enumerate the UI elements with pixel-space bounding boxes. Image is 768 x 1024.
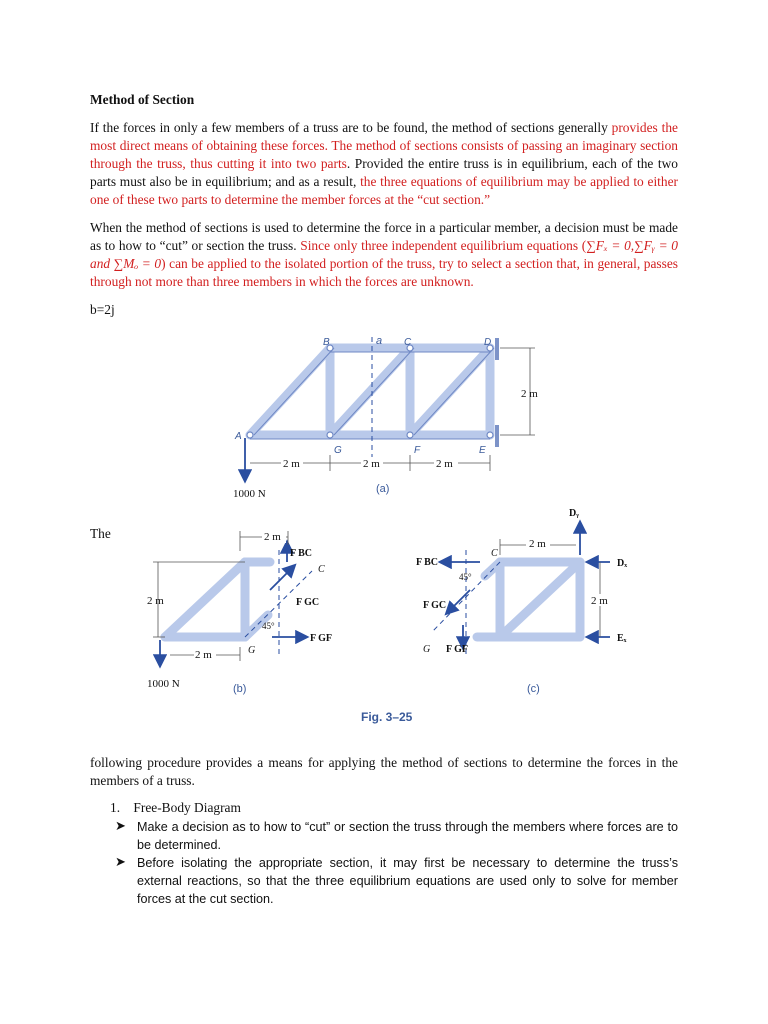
label-c: (c): [527, 683, 540, 695]
label-a: (a): [376, 483, 390, 495]
dim-c-top: 2 m: [529, 538, 546, 550]
member-joint-equation: b=2j: [90, 302, 115, 317]
force-b-fbc: F BC: [290, 548, 313, 559]
node-a: A: [235, 431, 242, 442]
angle-c: 45°: [459, 572, 472, 582]
dim-a-1: 2 m: [283, 458, 300, 470]
p1-text-b: . Provided the entire truss is in equilibrium, each of the two parts must also be in equilibrium; and as a result,: [90, 156, 679, 189]
load-a: 1000 N: [233, 488, 266, 500]
reaction-dx: Dₓ: [617, 558, 628, 569]
truss-a: [233, 335, 538, 500]
force-c-fbc: F BC: [416, 557, 439, 568]
dangling-word: The: [90, 526, 111, 541]
node-c: C: [404, 337, 412, 348]
angle-b: 45°: [262, 621, 275, 631]
node-b-g: G: [248, 645, 256, 656]
bullet-arrow-icon: ➤: [115, 818, 126, 833]
node-c-g: G: [423, 644, 431, 655]
p1-highlight-a: provides the most direct means of obtaining these forces. The method of sections consists of passing an imaginary section through the truss, thus cutting it into two parts: [90, 120, 678, 171]
reaction-dy: Dᵧ: [569, 508, 580, 519]
p2-highlight-a: Since only three independent equilibrium equations (: [296, 238, 587, 253]
dim-a-3: 2 m: [436, 458, 453, 470]
dim-b-left: 2 m: [147, 595, 164, 607]
section-heading: Method of Section: [90, 92, 195, 107]
force-b-fgf: F GF: [310, 633, 332, 644]
bullet-arrow-icon: ➤: [115, 854, 126, 869]
node-d: D: [484, 337, 492, 348]
label-b: (b): [233, 683, 247, 695]
list-item-1: 1. Free-Body Diagram: [110, 800, 241, 815]
paragraph-1: [90, 119, 678, 209]
node-b: B: [323, 337, 330, 348]
dim-b-bottom: 2 m: [195, 649, 212, 661]
equilibrium-equations: ∑Fₓ = 0,∑Fᵧ = 0 and ∑Mₒ = 0: [90, 238, 678, 271]
force-b-fgc: F GC: [296, 597, 320, 608]
dim-c-right: 2 m: [591, 595, 608, 607]
p2-text-a: When the method of sections is used to determine the force in a particular member, a decision must be made as to how to “cut” or section the truss.: [90, 220, 678, 253]
p1-text-a: If the forces in only a few members of a truss are to be found, the method of sections generally: [90, 120, 612, 135]
dim-height-a: 2 m: [521, 388, 538, 400]
reaction-ex: Eₓ: [617, 633, 627, 644]
truss-b: [147, 531, 332, 695]
cut-label-a: a: [376, 335, 383, 347]
node-c-c: C: [491, 548, 498, 559]
dim-a-2: 2 m: [363, 458, 380, 470]
load-b: 1000 N: [147, 678, 180, 690]
truss-c: [416, 508, 627, 695]
node-b-c: C: [318, 564, 325, 575]
paragraph-3: following procedure provides a means for applying the method of sections to determine the forces in the members of a truss.: [90, 755, 678, 788]
bullet-text-2: Before isolating the appropriate section, it may first be necessary to determine the truss’s external reactions, so that the three equilibrium equations are used only to solve for member forces at the cut section.: [137, 856, 678, 906]
truss-figure: [0, 325, 768, 735]
support-d-icon: [495, 338, 499, 447]
node-e: E: [479, 445, 486, 456]
dim-b-top: 2 m: [264, 531, 281, 543]
figure-caption: Fig. 3–25: [361, 710, 413, 724]
paragraph-2: [90, 219, 678, 291]
node-f: F: [414, 445, 421, 456]
force-c-fgc: F GC: [423, 600, 447, 611]
node-g: G: [334, 445, 342, 456]
p1-highlight-b: the three equations of equilibrium may be applied to either one of these two parts to determine the member forces at the “cut section.”: [90, 174, 679, 207]
force-c-fgf: F GF: [446, 644, 468, 655]
bullet-text-1: Make a decision as to how to “cut” or section the truss through the members where forces are to be determined.: [137, 820, 678, 852]
p2-highlight-b: ) can be applied to the isolated portion of the truss, try to select a section that, in general, passes through not more than three members in which the forces are unknown.: [90, 256, 678, 289]
